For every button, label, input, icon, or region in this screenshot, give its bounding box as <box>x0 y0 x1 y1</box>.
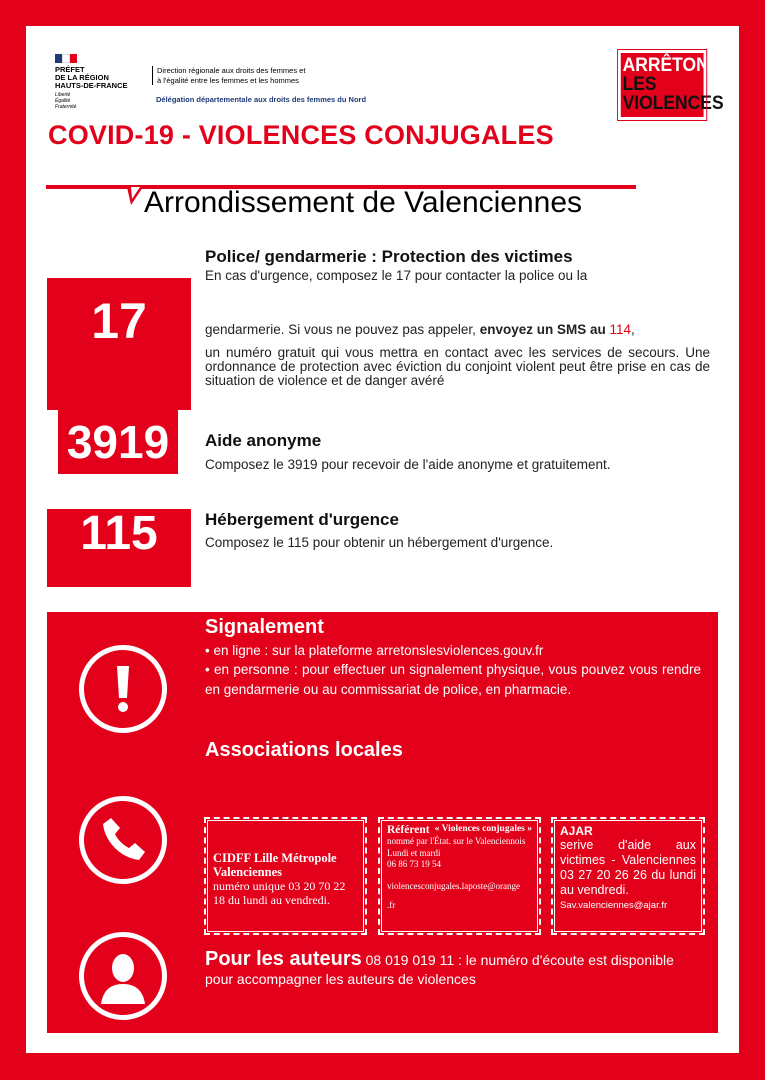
referent-title: Référent <box>387 824 430 836</box>
referent-subtitle-a: « Violences conjugales » <box>434 824 532 834</box>
police-text-rest: un numéro gratuit qui vous mettra en contact avec les services de secours. Une ordonnance de protection avec éviction du conjoint violent peut être prise en cas de situation de violence et de danger avéré <box>205 345 710 388</box>
associations-title: Associations locales <box>205 739 403 761</box>
auteurs-text: : le numéro d'écoute est disponible pour accompagner les auteurs de violences <box>205 952 674 987</box>
ajar-title: AJAR <box>560 824 593 838</box>
referent-card <box>378 817 541 935</box>
auteurs-number: 08 019 019 11 <box>365 952 455 968</box>
french-flag-icon <box>55 54 77 63</box>
auteurs-section <box>205 950 701 989</box>
prefet-name: PRÉFET DE LA RÉGION HAUTS-DE-FRANCE <box>55 65 128 90</box>
referent-phone: 06 86 73 19 54 <box>387 859 441 869</box>
phone-icon <box>79 796 167 884</box>
referent-email: violencesconjugales.laposte@orange <box>387 880 520 891</box>
police-text-line2: gendarmerie. Si vous ne pouvez pas appeler, envoyez un SMS au 114, <box>205 322 635 337</box>
auteurs-title: Pour les auteurs <box>205 948 362 970</box>
page-title: COVID-19 - VIOLENCES CONJUGALES <box>48 120 554 150</box>
arretons-les-violences-logo: ARRÊTONS LES VIOLENCES <box>618 50 706 120</box>
devise: Liberté Égalité Fraternité <box>55 92 77 110</box>
arrondissement-heading: Arrondissement de Valenciennes <box>144 186 583 219</box>
info-panel <box>47 612 718 1033</box>
signalement-item-person: • en personne : pour effectuer un signalement physique, vous pouvez vous rendre en gendarmerie ou au commissariat de police, en pharmacie. <box>205 662 701 697</box>
police-number: 17 <box>47 278 191 410</box>
person-icon <box>79 932 167 1020</box>
delegation-departementale: Délégation départementale aux droits des femmes du Nord <box>156 95 367 104</box>
prefet-logo <box>55 54 153 110</box>
poster-sheet <box>26 26 739 1053</box>
aide-title: Aide anonyme <box>205 431 322 450</box>
referent-text2: Lundi et mardi <box>387 847 441 858</box>
ajar-card <box>551 817 705 935</box>
hebergement-number: 115 <box>47 509 191 587</box>
police-text-line1: En cas d'urgence, composez le 17 pour contacter la police ou la <box>205 268 588 283</box>
cidff-title: CIDFF Lille Métropole Valenciennes <box>213 851 337 879</box>
ajar-email: Sav.valenciennes@ajar.fr <box>560 900 668 911</box>
signalement-item-online: • en ligne : sur la plateforme arretonslesviolences.gouv.fr <box>205 643 544 658</box>
exclamation-icon <box>79 645 167 733</box>
direction-regionale: Direction régionale aux droits des femmes et à l'égalité entre les femmes et les hommes <box>152 66 382 85</box>
referent-text1: nommé par l'État. sur le Valenciennois <box>387 836 526 846</box>
hebergement-title: Hébergement d'urgence <box>205 510 399 529</box>
hebergement-text: Composez le 115 pour obtenir un hébergement d'urgence. <box>205 535 554 550</box>
cidff-text: numéro unique 03 20 70 22 18 du lundi au vendredi. <box>213 879 346 907</box>
referent-email-end: .fr <box>387 900 396 910</box>
aide-text: Composez le 3919 pour recevoir de l'aide anonyme et gratuitement. <box>205 457 611 472</box>
police-title: Police/ gendarmerie : Protection des victimes <box>205 247 573 266</box>
cidff-card <box>204 817 367 935</box>
signalement-title: Signalement <box>205 616 324 638</box>
rule-notch-icon <box>127 187 143 205</box>
aide-number: 3919 <box>58 410 178 474</box>
ajar-text: serive d'aide aux victimes - Valenciennes 03 27 20 26 26 du lundi au vendredi. <box>560 838 696 897</box>
